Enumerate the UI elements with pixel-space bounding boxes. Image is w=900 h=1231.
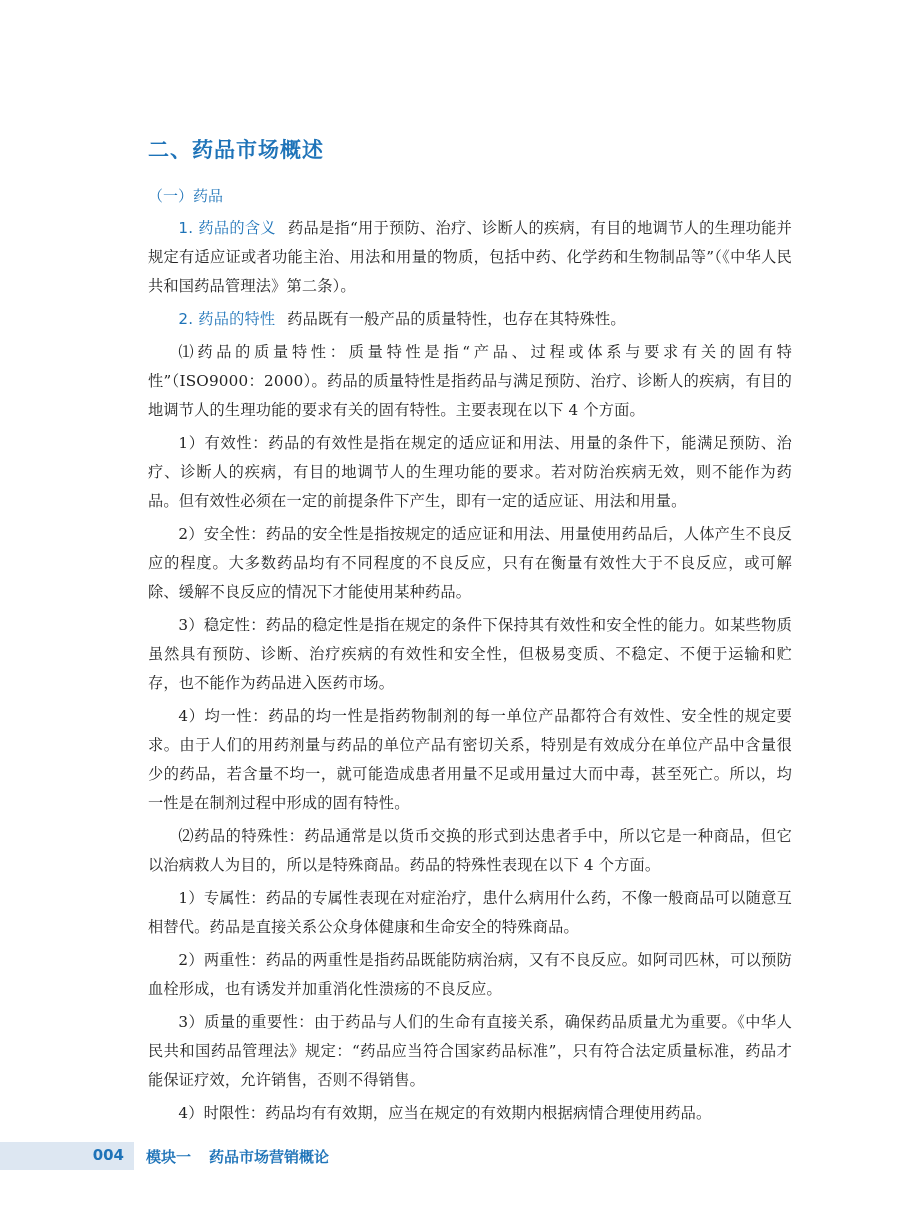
paragraph-text: 2）安全性：药品的安全性是指按规定的适应证和用法、用量使用药品后，人体产生不良反应的程度。大多数药品均有不同程度的不良反应，只有在衡量有效性大于不良反应，或可解除、缓解不良反应的情况下才能使用某种药品。 — [148, 525, 792, 601]
section-title: 二、药品市场概述 — [148, 138, 324, 162]
page-number-block — [0, 1142, 134, 1170]
paragraph-text: ⑴药品的质量特性：质量特性是指“产品、过程或体系与要求有关的固有特性”（ISO9000：2000）。药品的质量特性是指药品与满足预防、治疗、诊断人的疾病，有目的地调节人的生理功能的要求有关的固有特性。主要表现在以下 4 个方面。 — [148, 343, 792, 419]
inline-heading: 1. 药品的含义 — [178, 219, 276, 237]
footer-module: 模块一 — [146, 1148, 192, 1166]
body-text — [148, 182, 792, 1132]
paragraph-text: 药品既有一般产品的质量特性，也存在其特殊性。 — [287, 310, 626, 328]
running-footer — [146, 1146, 329, 1167]
inline-heading: 2. 药品的特性 — [178, 310, 276, 328]
paragraph — [148, 520, 792, 607]
paragraph-text: 2）两重性：药品的两重性是指药品既能防病治病，又有不良反应。如阿司匹林，可以预防血栓形成，也有诱发并加重消化性溃疡的不良反应。 — [148, 951, 792, 998]
paragraph — [148, 214, 792, 301]
paragraph — [148, 611, 792, 698]
paragraph-text: 4）时限性：药品均有有效期，应当在规定的有效期内根据病情合理使用药品。 — [178, 1104, 712, 1122]
paragraph — [148, 338, 792, 425]
paragraph — [148, 946, 792, 1004]
page-footer — [0, 1142, 900, 1170]
sub-heading: （一）药品 — [148, 187, 224, 205]
paragraph — [148, 305, 792, 334]
paragraph — [148, 884, 792, 942]
paragraph — [148, 1008, 792, 1095]
paragraph-text: ⑵药品的特殊性：药品通常是以货币交换的形式到达患者手中，所以它是一种商品，但它以治病救人为目的，所以是特殊商品。药品的特殊性表现在以下 4 个方面。 — [148, 827, 792, 874]
paragraph-text: 3）稳定性：药品的稳定性是指在规定的条件下保持其有效性和安全性的能力。如某些物质虽然具有预防、诊断、治疗疾病的有效性和安全性，但极易变质、不稳定、不便于运输和贮存，也不能作为药品进入医药市场。 — [148, 616, 792, 692]
paragraph — [148, 822, 792, 880]
paragraph — [148, 429, 792, 516]
paragraph-text: 3）质量的重要性：由于药品与人们的生命有直接关系，确保药品质量尤为重要。《中华人民共和国药品管理法》规定：“药品应当符合国家药品标准”，只有符合法定质量标准，药品才能保证疗效，允许销售，否则不得销售。 — [148, 1013, 792, 1089]
paragraph-text: 1）有效性：药品的有效性是指在规定的适应证和用法、用量的条件下，能满足预防、治疗、诊断人的疾病，有目的地调节人的生理功能的要求。若对防治疾病无效，则不能作为药品。但有效性必须在一定的前提条件下产生，即有一定的适应证、用法和用量。 — [148, 434, 792, 510]
paragraph — [148, 702, 792, 818]
paragraph — [148, 1099, 792, 1128]
paragraph-text: 4）均一性：药品的均一性是指药物制剂的每一单位产品都符合有效性、安全性的规定要求。由于人们的用药剂量与药品的单位产品有密切关系，特别是有效成分在单位产品中含量很少的药品，若含量不均一，就可能造成患者用量不足或用量过大而中毒，甚至死亡。所以，均一性是在制剂过程中形成的固有特性。 — [148, 707, 792, 812]
page-number: 004 — [92, 1146, 124, 1164]
paragraph-text: 1）专属性：药品的专属性表现在对症治疗，患什么病用什么药，不像一般商品可以随意互相替代。药品是直接关系公众身体健康和生命安全的特殊商品。 — [148, 889, 792, 936]
footer-title: 药品市场营销概论 — [209, 1148, 330, 1166]
paragraph-text: 药品是指“用于预防、治疗、诊断人的疾病，有目的地调节人的生理功能并规定有适应证或者功能主治、用法和用量的物质，包括中药、化学药和生物制品等”（《中华人民共和国药品管理法》第二条）。 — [148, 219, 792, 295]
